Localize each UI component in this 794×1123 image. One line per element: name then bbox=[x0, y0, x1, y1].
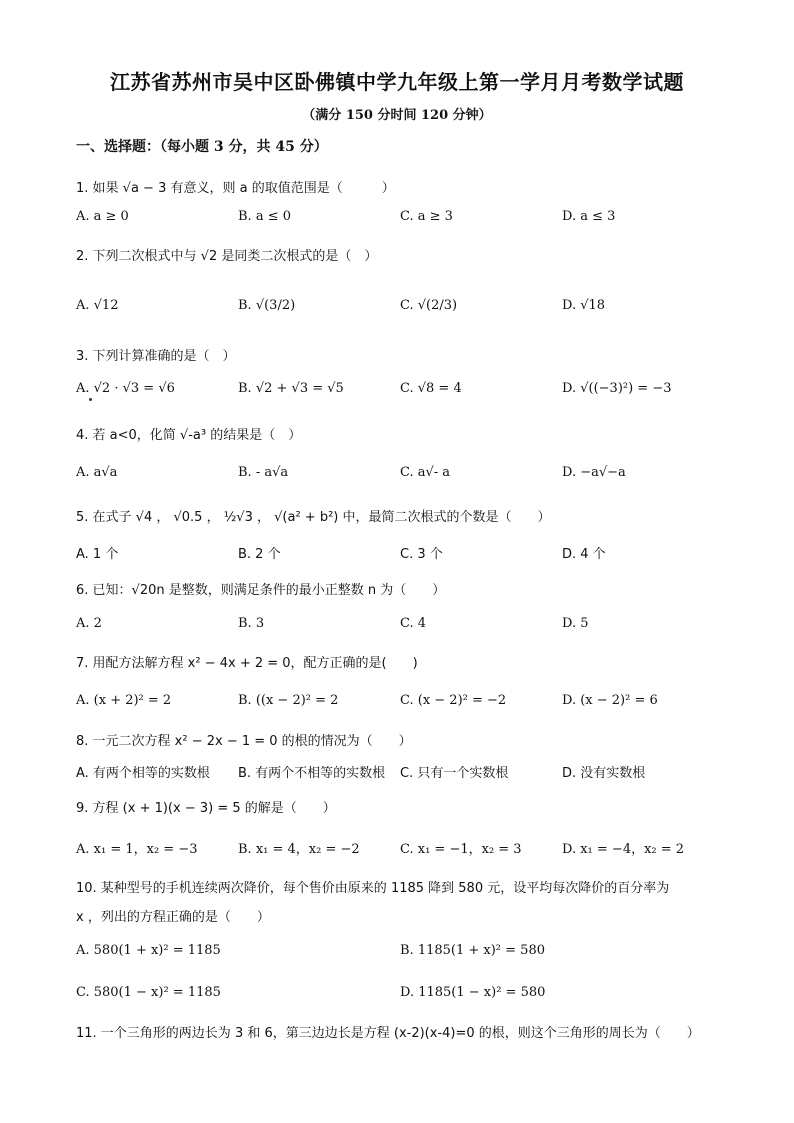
q7-option-b: B. ((x − 2)² = 2 bbox=[238, 693, 339, 708]
q9-option-d: D. x₁ = −4，x₂ = 2 bbox=[562, 842, 685, 857]
q9-option-b: B. x₁ = 4，x₂ = −2 bbox=[238, 842, 360, 857]
q8-option-c: C. 只有一个实数根 bbox=[400, 766, 509, 781]
q6-option-c: C. 4 bbox=[400, 616, 427, 631]
q7-option-a: A. (x + 2)² = 2 bbox=[76, 693, 172, 708]
question-4-stem: 4. 若 a<0，化简 √-a³ 的结果是（ ） bbox=[76, 428, 302, 443]
question-8-stem: 8. 一元二次方程 x² − 2x − 1 = 0 的根的情况为（ ） bbox=[76, 734, 412, 749]
q4-option-b: B. - a√a bbox=[238, 465, 289, 480]
question-2-stem: 2. 下列二次根式中与 √2 是同类二次根式的是（ ） bbox=[76, 249, 378, 264]
q3-option-c: C. √8 = 4 bbox=[400, 381, 462, 396]
question-7-stem: 7. 用配方法解方程 x² − 4x + 2 = 0，配方正确的是( ) bbox=[76, 656, 418, 671]
q7-option-c: C. (x − 2)² = −2 bbox=[400, 693, 507, 708]
q6-option-d: D. 5 bbox=[562, 616, 589, 631]
q5-option-c: C. 3 个 bbox=[400, 547, 443, 562]
q6-option-a: A. 2 bbox=[76, 616, 102, 631]
q2-option-d: D. √18 bbox=[562, 298, 606, 313]
q9-option-a: A. x₁ = 1，x₂ = −3 bbox=[76, 842, 198, 857]
q10-option-d: D. 1185(1 − x)² = 580 bbox=[400, 985, 546, 1000]
question-1-stem: 1. 如果 √a − 3 有意义，则 a 的取值范围是（ ） bbox=[76, 181, 395, 196]
q10-option-a: A. 580(1 + x)² = 1185 bbox=[76, 943, 221, 958]
stray-dot-mark bbox=[89, 398, 92, 401]
q1-option-b: B. a ≤ 0 bbox=[238, 209, 291, 224]
q8-option-b: B. 有两个不相等的实数根 bbox=[238, 766, 386, 781]
q3-option-d: D. √((−3)²) = −3 bbox=[562, 381, 672, 396]
q4-option-c: C. a√- a bbox=[400, 465, 451, 480]
question-9-stem: 9. 方程 (x + 1)(x − 3) = 5 的解是（ ） bbox=[76, 801, 336, 816]
q5-option-d: D. 4 个 bbox=[562, 547, 606, 562]
q1-option-a: A. a ≥ 0 bbox=[76, 209, 129, 224]
q8-option-a: A. 有两个相等的实数根 bbox=[76, 766, 210, 781]
q10-option-c: C. 580(1 − x)² = 1185 bbox=[76, 985, 221, 1000]
q1-option-d: D. a ≤ 3 bbox=[562, 209, 616, 224]
section-heading: 一、选择题：（每小题 3 分，共 45 分） bbox=[76, 139, 328, 155]
q2-option-a: A. √12 bbox=[76, 298, 119, 313]
question-5-stem: 5. 在式子 √4 ， √0.5 ， ½√3 ， √(a² + b²) 中，最简二次根式的个数是（ ） bbox=[76, 510, 551, 525]
q4-option-d: D. −a√−a bbox=[562, 465, 626, 480]
q7-option-d: D. (x − 2)² = 6 bbox=[562, 693, 658, 708]
q8-option-d: D. 没有实数根 bbox=[562, 766, 646, 781]
exam-subtitle: （满分 150 分时间 120 分钟） bbox=[302, 108, 492, 123]
question-3-stem: 3. 下列计算准确的是（ ） bbox=[76, 349, 236, 364]
q5-option-a: A. 1 个 bbox=[76, 547, 119, 562]
question-6-stem: 6. 已知：√20n 是整数，则满足条件的最小正整数 n 为（ ） bbox=[76, 583, 446, 598]
q2-option-c: C. √(2/3) bbox=[400, 298, 458, 313]
q6-option-b: B. 3 bbox=[238, 616, 265, 631]
q10-option-b: B. 1185(1 + x)² = 580 bbox=[400, 943, 545, 958]
q1-option-c: C. a ≥ 3 bbox=[400, 209, 453, 224]
q9-option-c: C. x₁ = −1，x₂ = 3 bbox=[400, 842, 522, 857]
q3-option-a: A. √2 · √3 = √6 bbox=[76, 381, 175, 396]
q2-option-b: B. √(3/2) bbox=[238, 298, 296, 313]
q5-option-b: B. 2 个 bbox=[238, 547, 281, 562]
question-10-stem-cont: x ，列出的方程正确的是（ ） bbox=[76, 910, 270, 925]
question-10-stem: 10. 某种型号的手机连续两次降价，每个售价由原来的 1185 降到 580 元，设平均每次降价的百分率为 bbox=[76, 881, 670, 896]
q3-option-b: B. √2 + √3 = √5 bbox=[238, 381, 344, 396]
q4-option-a: A. a√a bbox=[76, 465, 118, 480]
question-11-stem: 11. 一个三角形的两边长为 3 和 6，第三边边长是方程 (x-2)(x-4)=0 的根，则这个三角形的周长为（ ） bbox=[76, 1026, 700, 1041]
exam-title: 江苏省苏州市吴中区卧佛镇中学九年级上第一学月月考数学试题 bbox=[110, 70, 684, 94]
